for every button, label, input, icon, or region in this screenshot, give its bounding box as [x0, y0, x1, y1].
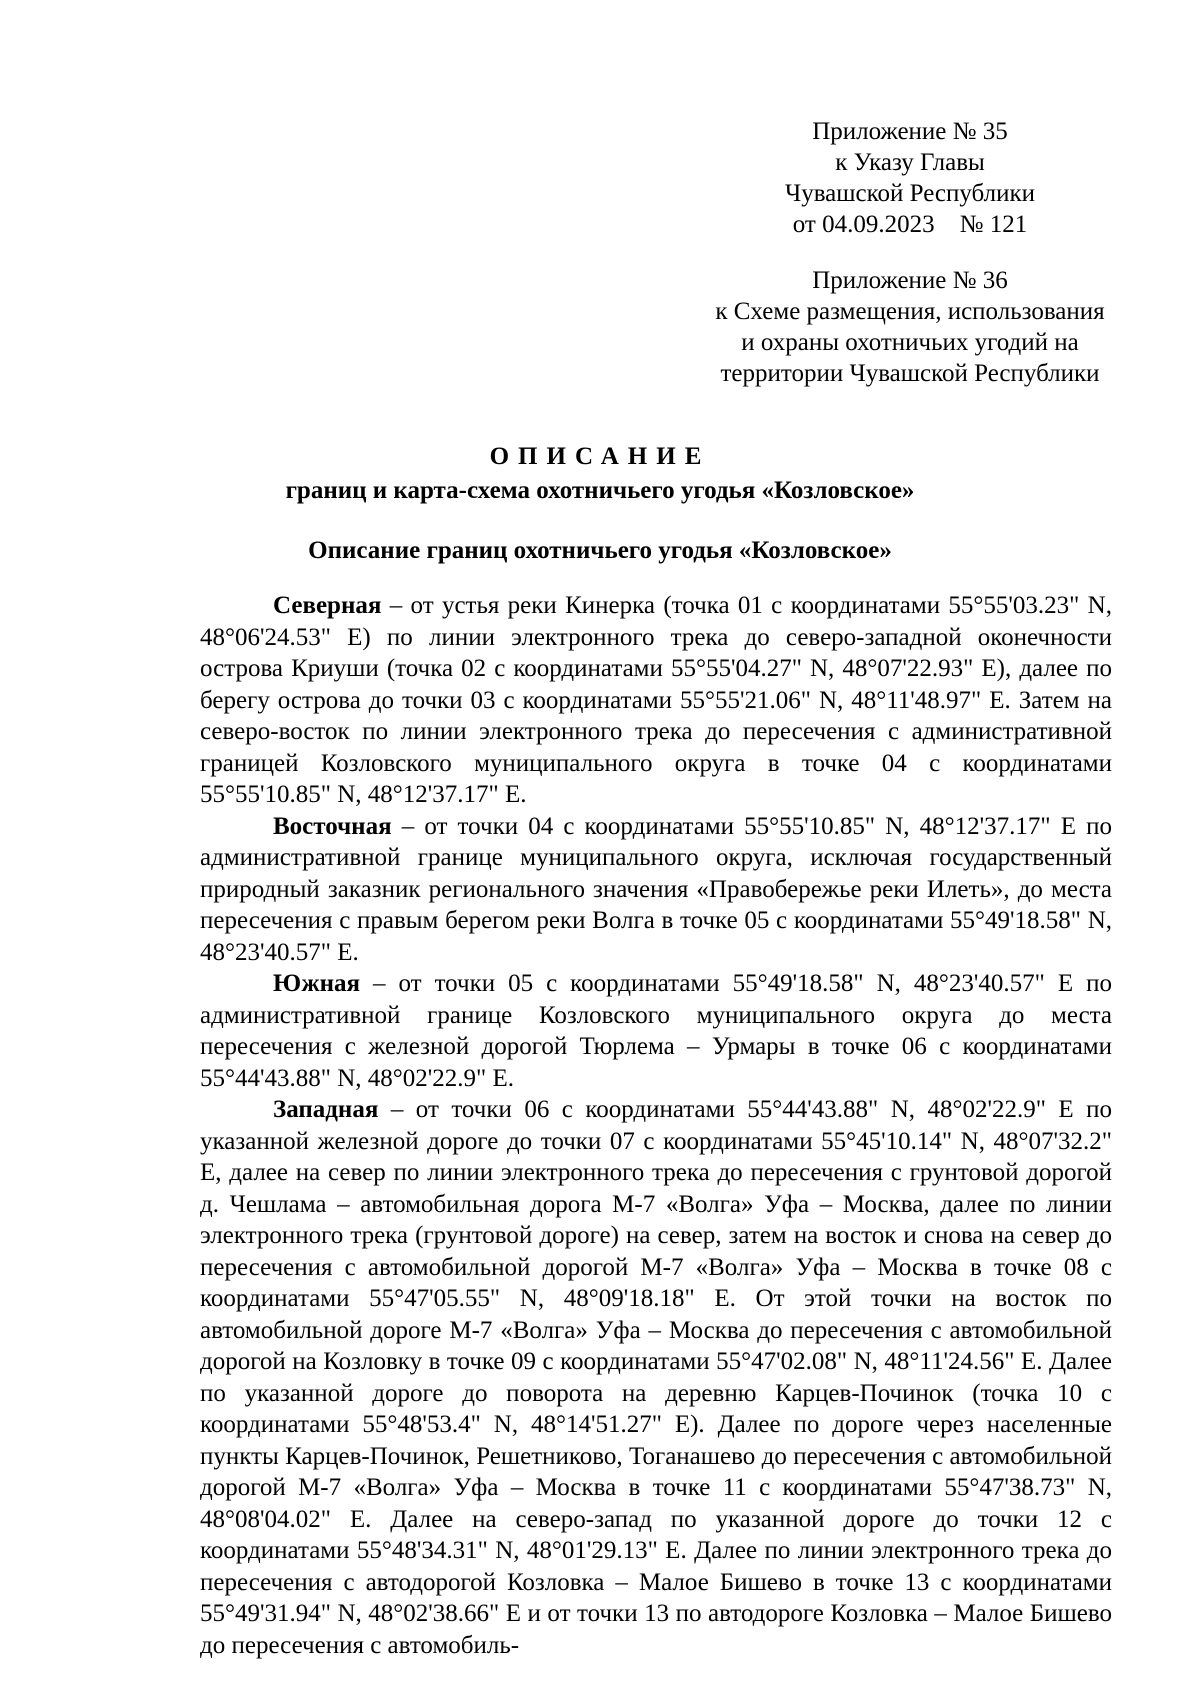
annex-decree-number: Приложение № 35	[812, 118, 1008, 145]
annex-scheme-territory: территории Чувашской Республики	[720, 360, 1100, 387]
paragraph-south-lead: Южная	[273, 970, 361, 997]
paragraph-west	[200, 1094, 1112, 1661]
boundary-description	[200, 590, 1112, 1661]
paragraph-east-text: – от точки 04 с координатами 55°55'10.85" N, 48°12'37.17" E по административной границе муниципального округа, исключая государственный природный заказник регионального значения «Правобережье реки Илеть», до места пересечения с правым берегом реки Волга в точке 05 с координатами 55°49'18.58" N, 48°23'40.57" E.	[200, 812, 1112, 966]
annex-scheme-to: к Схеме размещения, использования	[715, 298, 1105, 325]
section-heading: Описание границ охотничьего угодья «Козловское»	[308, 537, 892, 564]
paragraph-north-lead: Северная	[273, 592, 382, 619]
paragraph-east	[200, 811, 1112, 969]
annex-decree-republic: Чувашской Республики	[784, 180, 1036, 207]
paragraph-east-lead: Восточная	[273, 812, 392, 840]
annex-decree-to: к Указу Главы	[835, 149, 985, 176]
title-subtitle: границ и карта-схема охотничьего угодья «Козловское»	[285, 477, 915, 504]
paragraph-south	[200, 968, 1112, 1094]
annex-scheme-protection: и охраны охотничьих угодий на	[741, 329, 1079, 356]
paragraph-west-text: – от точки 06 с координатами 55°44'43.88" N, 48°02'22.9" E по указанной железной дороге до точки 07 с координатами 55°45'10.14" N, 48°07'32.2" E, далее на север по линии электронного трека до пересечения с грунтовой дорогой д. Чешлама – автомобильная дорога М-7 «Волга» Уфа – Москва, далее по линии электронного трека (грунтовой дороге) на север, затем на восток и снова на север до пересечения с автомобильной дорогой М-7 «Волга» Уфа – Москва в точке 08 с координатами 55°47'05.55" N, 48°09'18.18" E. От этой точки на восток по автомобильной дороге М-7 «Волга» Уфа – Москва до пересечения с автомобильной дорогой на Козловку в точке 09 с координатами 55°47'02.08" N, 48°11'24.56" E. Далее по указанной дороге до поворота на деревню Карцев-Починок (точка 10 с координатами 55°48'53.4" N, 48°14'51.27" E). Далее по дороге через населенные пункты Карцев-Починок, Решетниково, Тоганашево до пересечения с автомобильной дорогой М-7 «Волга» Уфа – Москва в точке 11 с координатами 55°47'38.73" N, 48°08'04.02" E. Далее на северо-запад по указанной дороге до точки 12 с координатами 55°48'34.31" N, 48°01'29.13" E. Далее по линии электронного трека до пересечения с автодорогой Козловка – Малое Бишево в точке 13 с координатами 55°49'31.94" N, 48°02'38.66" E и от точки 13 по автодороге Козловка – Малое Бишево до пересечения с автомобиль-	[200, 1096, 1112, 1659]
paragraph-south-text: – от точки 05 с координатами 55°49'18.58" N, 48°23'40.57" E по административной границе Козловского муниципального округа до места пересечения с железной дорогой Тюрлема – Урмары в точке 06 с координатами 55°44'43.88" N, 48°02'22.9" E.	[200, 970, 1112, 1092]
paragraph-north	[200, 590, 1112, 811]
title-main: ОПИСАНИЕ	[489, 443, 711, 470]
paragraph-north-text: – от устья реки Кинерка (точка 01 с координатами 55°55'03.23" N, 48°06'24.53" E) по линии электронного трека до северо-западной оконечности острова Криуши (точка 02 с координатами 55°55'04.27" N, 48°07'22.93" E), далее по берегу острова до точки 03 с координатами 55°55'21.06" N, 48°11'48.97" E. Затем на северо-восток по линии электронного трека до пересечения с административной границей Козловского муниципального округа в точке 04 с координатами 55°55'10.85" N, 48°12'37.17" E.	[200, 592, 1112, 808]
annex-decree-date: от 04.09.2023 № 121	[792, 211, 1028, 238]
annex-decree-reference	[660, 116, 1160, 240]
annex-scheme-number: Приложение № 36	[812, 267, 1008, 294]
document-title	[0, 440, 1200, 508]
paragraph-west-lead: Западная	[273, 1096, 379, 1123]
annex-scheme-reference	[620, 265, 1200, 389]
